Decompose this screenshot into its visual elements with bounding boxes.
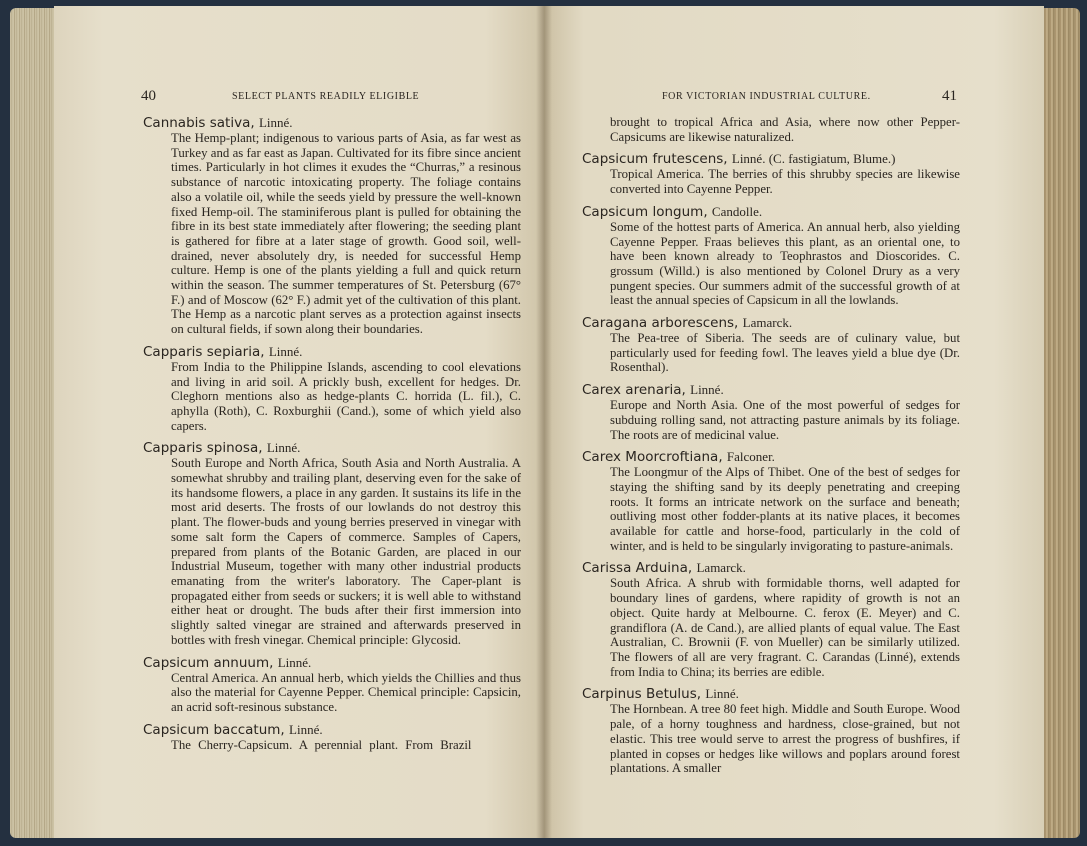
entry-text: Europe and North Asia. One of the most powerful of sedges for subduing rolling sand, not attracting pasture animals by its foliage. The roots are of medicinal value.	[610, 398, 960, 442]
right-running-head: FOR VICTORIAN INDUSTRIAL CULTURE.	[662, 91, 871, 102]
left-page-edges	[10, 8, 58, 838]
entry-authority: Falconer.	[726, 449, 775, 465]
entry-name: Capparis spinosa,	[143, 440, 263, 457]
left-running-head: SELECT PLANTS READILY ELIGIBLE	[232, 91, 420, 102]
entry-text: Some of the hottest parts of America. An annual herb, also yielding Cayenne Pepper. Fraas believes this plant, as an oriental one, to have been known already to Teophrastos and Dioscorides. C. grossum (Willd.) is also mentioned by Colonel Drury as a very pungent species. Our summers admit of the successful growth of at least the annual species of Capsicum in all the lowlands.	[610, 219, 960, 308]
entry-authority: Candolle.	[711, 203, 763, 219]
entry-cannabis-sativa	[143, 115, 521, 337]
right-page-number: 41	[942, 88, 957, 104]
entry-authority: Linné.	[289, 721, 323, 737]
left-page-number: 40	[141, 88, 156, 104]
entry-carex-arenaria	[582, 382, 960, 442]
entry-text: From India to the Philippine Islands, ascending to cool elevations and living in arid soil. A prickly bush, excellent for hedges. Dr. Cleghorn mentions also as hedge-plants C. horrida (L. fil.), C. aphylla (Roth), C. Roxburghii (Cand.), some of which yield also capers.	[171, 359, 521, 433]
entry-name: Capsicum annuum,	[143, 654, 274, 671]
entry-name: Capparis sepiaria,	[143, 343, 265, 360]
entry-text: The Hemp-plant; indigenous to various parts of Asia, as far west as Turkey and as far east as Japan. Cultivated for its fibre since ancient times. Particularly in hot climes it exudes the “Churras,” a resinous substance of narcotic intoxicating property. The foliage contains also a volatile oil, while the seeds yield by pressure the well-known fixed Hemp-oil. The staminiferous plant is pulled for obtaining the fibre in its best state immediately after flowering; the seeding plant is gathered for fibre at a later stage of growth. Good soil, well-drained, never absolutely dry, is needed for successful Hemp culture. Hemp is one of the plants yielding a full and quick return within the season. The summer temperatures of St. Petersburg (67° F.) and of Moscow (62° F.) admit yet of the cultivation of this plant. The Hemp as a narcotic plant serves as a protection against insects on cultural fields, if sown along their boundaries.	[171, 131, 521, 337]
entry-authority: Linné.	[705, 686, 739, 702]
entry-text: Central America. An annual herb, which yields the Chillies and thus also the material for Cayenne Pepper. Chemical principle: Capsicin, an acrid soft-resinous substance.	[171, 670, 521, 714]
right-page-edges	[1040, 8, 1080, 838]
entry-authority: Linné.	[258, 115, 293, 130]
entry-name: Capsicum longum,	[582, 203, 708, 220]
entry-carex-moorcroftiana	[582, 449, 960, 553]
entry-capsicum-longum	[582, 204, 960, 308]
entry-text: Tropical America. The berries of this shrubby species are likewise converted into Cayenne Pepper.	[610, 167, 960, 197]
entry-capparis-spinosa	[143, 440, 521, 647]
entry-authority: Linné.	[277, 654, 312, 670]
entry-text: The Loongmur of the Alps of Thibet. One of the best of sedges for staying the shifting sand by its deeply penetrating and creeping roots. It forms an intricate network on the surface and beneath; outliving most other fodder-plants at its native places, it becomes available for cattle and horse-food, particularly in the cold of winter, and is held to be singularly invigorating to pasture-animals.	[610, 465, 960, 553]
entry-name: Capsicum baccatum,	[143, 721, 285, 738]
entry-carpinus-betulus	[582, 686, 960, 776]
book-gutter	[536, 6, 552, 838]
entry-capsicum-frutescens	[582, 151, 960, 196]
entry-caragana-arborescens	[582, 315, 960, 375]
entry-text: The Cherry-Capsicum. A perennial plant. From Brazil	[171, 737, 472, 752]
continuation-text: brought to tropical Africa and Asia, where now other Pepper-Capsicums are likewise naturalized.	[610, 115, 960, 144]
entry-text: South Africa. A shrub with formidable thorns, well adapted for boundary lines of gardens, where rapidity of growth is not an object. Quite hardy at Melbourne. C. ferox (E. Meyer) and C. grandiflora (A. de Cand.), are allied plants of equal value. The East Australian, C. Brownii (F. von Mueller) can be similarly utilized. The flowers of all are very fragrant. C. Carandas (Linné), extends from India to China; its berries are edible.	[610, 576, 960, 679]
entry-name: Carissa Arduina,	[582, 560, 693, 577]
entry-text: South Europe and North Africa, South Asia and North Australia. A somewhat shrubby and trailing plant, deserving even for the sake of its handsome flowers, a place in any garden. It sustains its life in the most arid deserts. The frosts of our lowlands do not destroy this plant. The flower-buds and young berries preserved in vinegar with some salt form the Capers of commerce. Samples of Capers, prepared from plants of the Botanic Garden, are placed in our Industrial Museum, together with many other industrial products emanating from the writer's laboratory. The Caper-plant is propagated either from seeds or suckers; it is well able to withstand either heat or drought. The buds after their first immersion into slightly salted vinegar are strained and afterwards preserved in bottles with fresh vinegar. Chemical principle: Glycosid.	[171, 456, 521, 647]
entry-authority: Linné.	[266, 440, 301, 456]
entry-authority: Linné.	[690, 382, 724, 398]
right-text-column	[582, 115, 960, 783]
entry-name: Capsicum frutescens,	[582, 151, 728, 168]
entry-capsicum-annuum	[143, 655, 521, 715]
entry-authority: Lamarck.	[742, 315, 793, 331]
entry-name: Carex Moorcroftiana,	[582, 449, 723, 466]
entry-name: Carex arenaria,	[582, 382, 686, 399]
entry-name: Cannabis sativa,	[143, 115, 255, 131]
entry-text: The Pea-tree of Siberia. The seeds are of culinary value, but particularly used for feeding fowl. The leaves yield a blue dye (Dr. Rosenthal).	[610, 331, 960, 375]
entry-capsicum-baccatum	[143, 722, 521, 753]
entry-name: Carpinus Betulus,	[582, 686, 702, 703]
left-text-column	[143, 115, 521, 759]
entry-capparis-sepiaria	[143, 344, 521, 434]
entry-name: Caragana arborescens,	[582, 315, 739, 332]
entry-carissa-arduina	[582, 560, 960, 679]
entry-authority: Linné.	[268, 343, 303, 359]
entry-authority: Linné. (C. fastigiatum, Blume.)	[731, 151, 896, 167]
entry-authority: Lamarck.	[696, 560, 746, 576]
entry-text: The Hornbean. A tree 80 feet high. Middle and South Europe. Wood pale, of a horny toughness and hardness, close-grained, but not elastic. This tree would serve to arrest the progress of bushfires, if planted in copses or hedges like willows and poplars around forest plantations. A smaller	[610, 702, 960, 776]
